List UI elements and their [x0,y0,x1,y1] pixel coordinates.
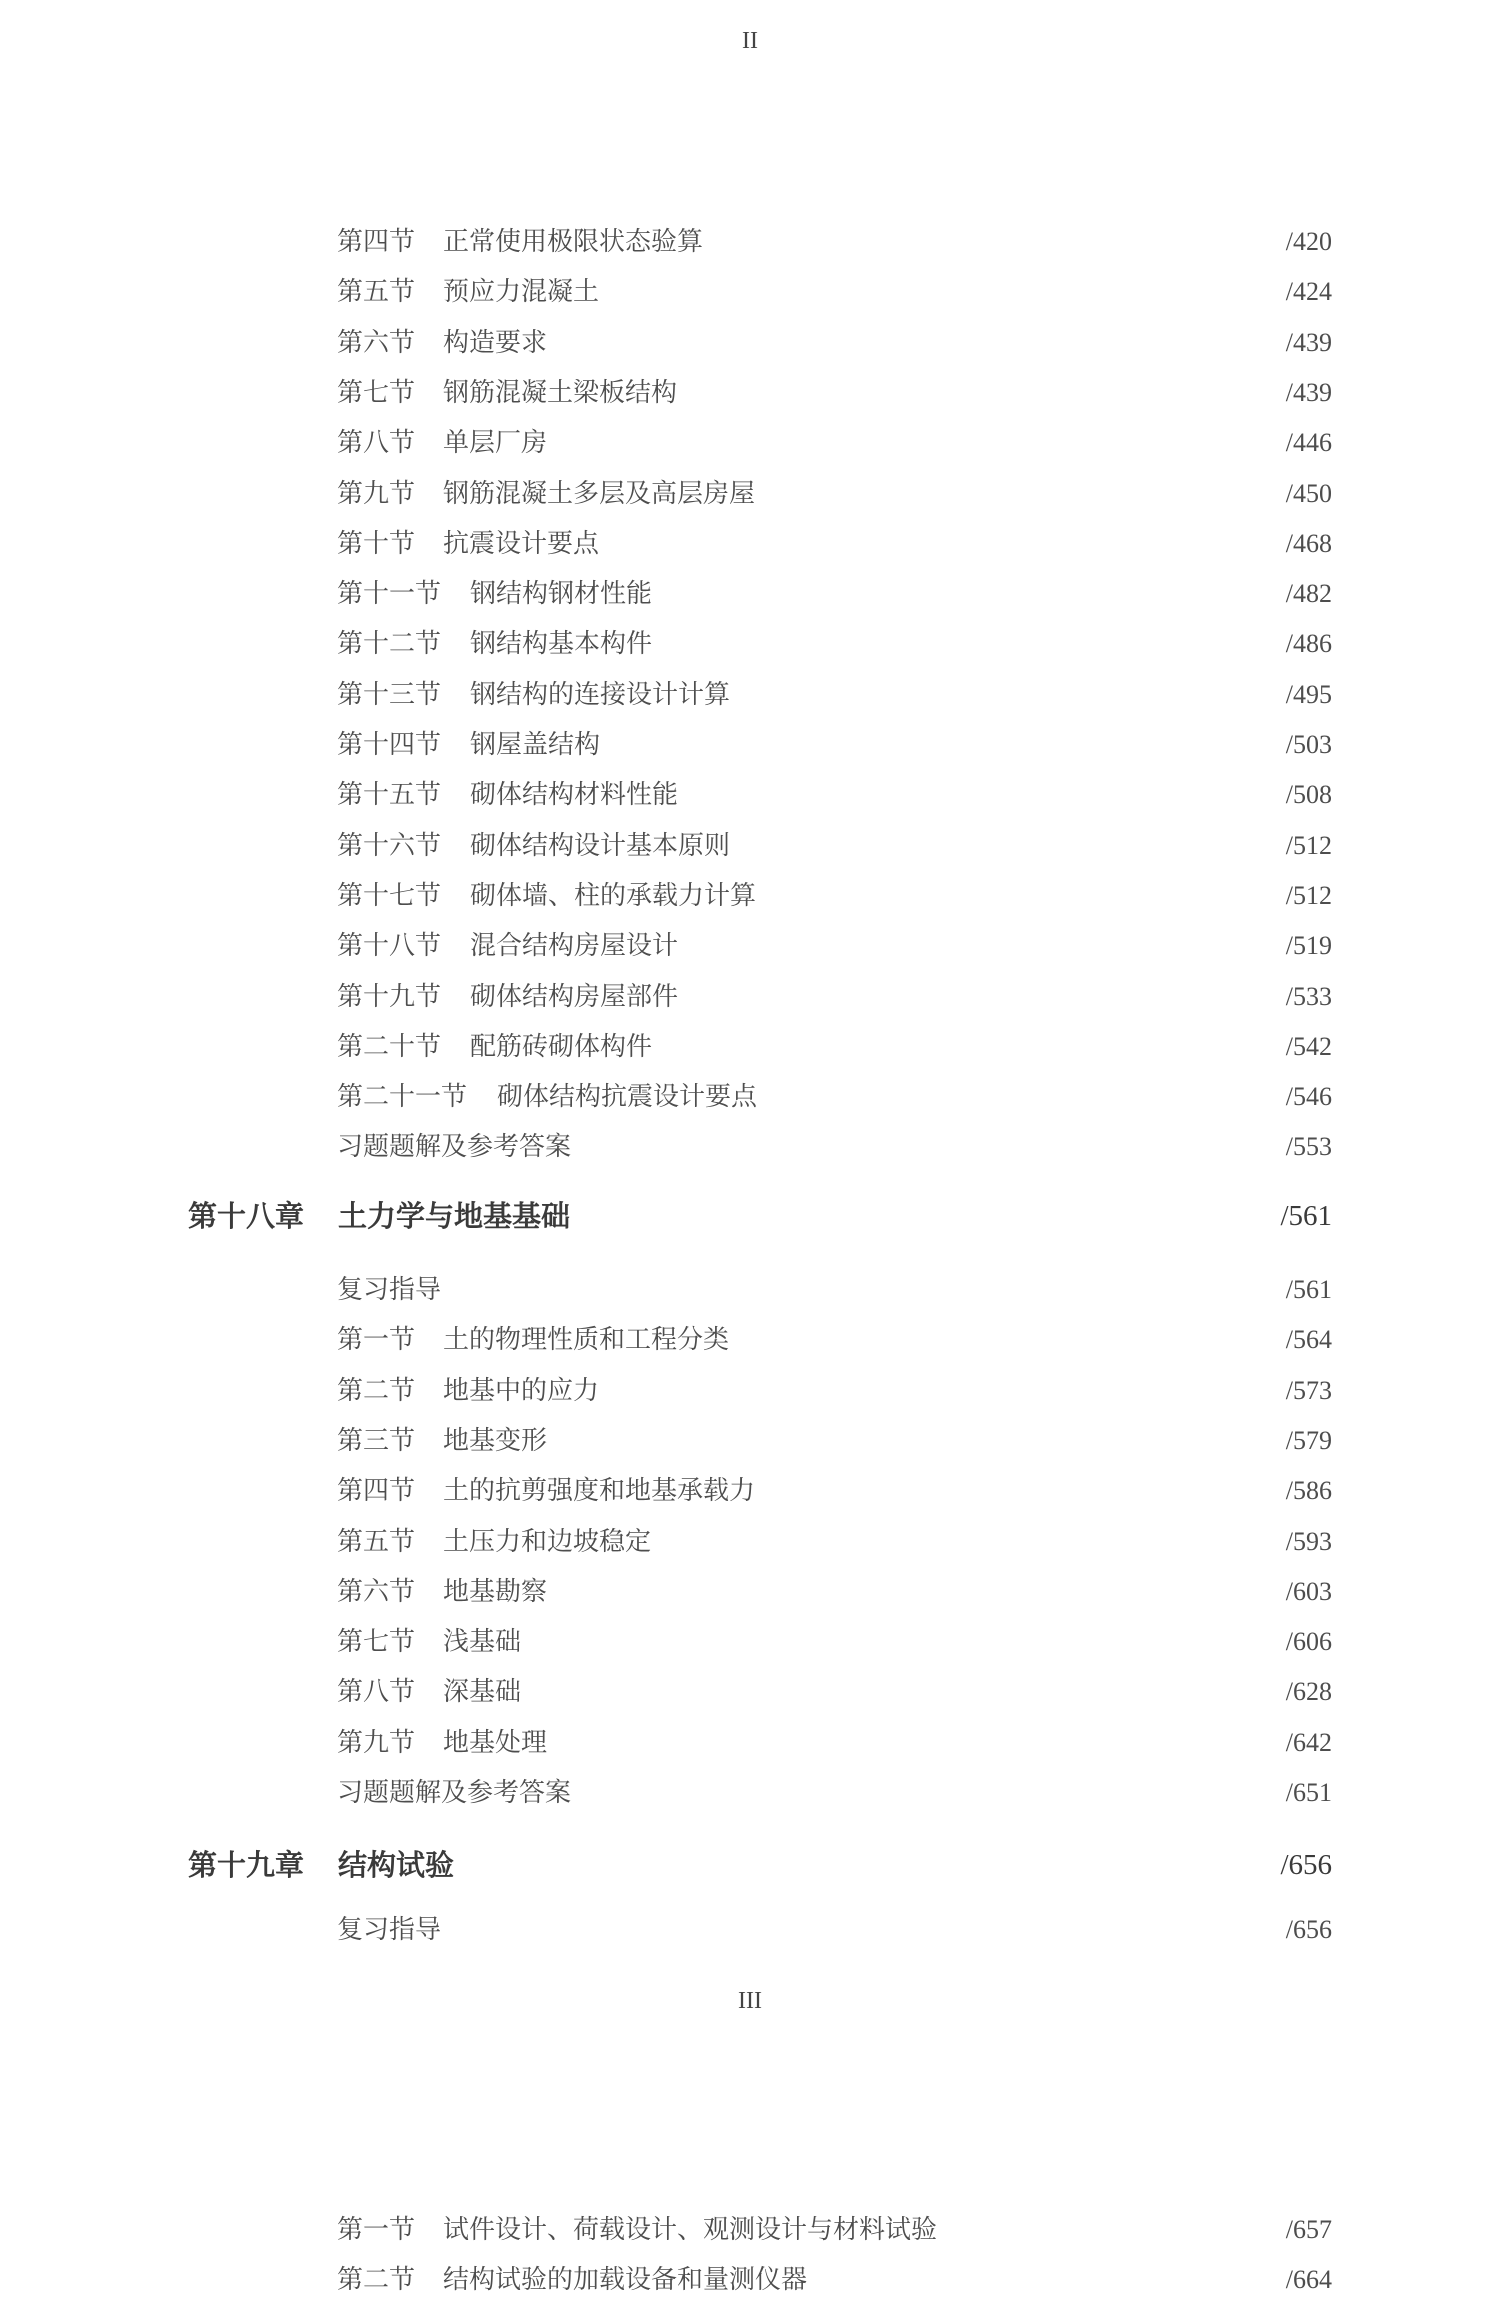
toc-entry-title: 试件设计、荷载设计、观测设计与材料试验 [443,2215,938,2245]
toc-entry-label: 第三节 [337,1425,416,1456]
toc-entry-page-ref: /664 [1285,2265,1332,2295]
toc-entry[interactable] [0,926,1500,966]
toc-entry[interactable] [0,2210,1500,2250]
toc-entry-page-ref: /561 [1285,1275,1332,1304]
toc-entry-title: 单层厂房 [443,428,548,459]
toc-entry[interactable] [0,1622,1500,1662]
toc-entry-page-ref: /553 [1285,1132,1332,1162]
toc-entry-page-ref: /508 [1285,780,1332,810]
toc-entry-title: 砌体结构房屋部件 [470,981,679,1012]
toc-entry-label: 第十节 [337,528,416,559]
toc-entry-page-ref: /564 [1285,1325,1332,1355]
toc-entry-title: 配筋砖砌体构件 [470,1031,653,1062]
toc-entry-title: 复习指导 [337,1275,442,1305]
toc-entry-label: 第二十节 [337,1031,442,1062]
toc-entry[interactable] [0,1371,1500,1411]
toc-entry-label: 第七节 [337,377,416,408]
toc-entry-label: 第十一节 [337,579,442,610]
toc-entry-label: 第一节 [337,1325,416,1356]
toc-entry-page-ref: /512 [1285,830,1332,860]
toc-entry-label: 第十二节 [337,629,442,660]
toc-entry[interactable] [0,624,1500,664]
toc-entry-title: 抗震设计要点 [443,528,600,559]
toc-entry-label: 第十八节 [337,931,442,962]
chapter-18-heading[interactable] [0,1196,1500,1236]
toc-entry-page-ref: /657 [1285,2215,1332,2244]
toc-entry[interactable] [0,1522,1500,1562]
toc-entry[interactable] [0,1127,1500,1167]
toc-entry[interactable] [0,1077,1500,1117]
toc-entry[interactable] [0,2260,1500,2300]
chapter-19-heading[interactable] [0,1845,1500,1885]
toc-entry-page-ref: /586 [1285,1476,1332,1506]
toc-entry-page-ref: /439 [1285,327,1332,357]
chapter-page-ref: /561 [1280,1200,1332,1232]
toc-entry-title: 土的抗剪强度和地基承载力 [443,1476,756,1507]
toc-entry[interactable] [0,1572,1500,1612]
toc-entry-label: 第七节 [337,1627,416,1658]
toc-entry[interactable] [0,1723,1500,1763]
toc-entry-page-ref: /579 [1285,1425,1332,1455]
toc-entry[interactable] [0,423,1500,463]
toc-entry-title: 钢屋盖结构 [470,730,601,760]
toc-entry[interactable] [0,1672,1500,1712]
toc-entry-label: 第十九节 [337,981,442,1012]
toc-entry-title: 构造要求 [443,327,548,358]
toc-entry[interactable] [0,1910,1500,1950]
toc-entry-title: 钢结构的连接设计计算 [470,679,731,710]
toc-entry-title: 砌体结构材料性能 [470,780,679,811]
toc-entry[interactable] [0,1773,1500,1813]
toc-entry-page-ref: /533 [1285,981,1332,1011]
toc-entry-page-ref: /482 [1285,579,1332,609]
toc-entry-page-ref: /606 [1285,1627,1332,1657]
toc-entry-page-ref: /656 [1285,1915,1332,1944]
toc-entry[interactable] [0,775,1500,815]
toc-entry[interactable] [0,574,1500,614]
page-number-top: II [742,28,758,54]
toc-entry[interactable] [0,373,1500,413]
toc-entry-label: 第五节 [337,277,416,308]
toc-entry-label: 第八节 [337,1677,416,1708]
toc-entry-title: 复习指导 [337,1915,442,1945]
toc-entry-title: 预应力混凝土 [443,277,600,308]
toc-entry-title: 地基变形 [443,1425,548,1456]
toc-entry-label: 第四节 [337,1476,416,1507]
toc-entry-title: 钢结构基本构件 [470,629,653,660]
toc-entry-title: 浅基础 [443,1627,522,1658]
toc-entry-page-ref: /573 [1285,1375,1332,1405]
toc-entry[interactable] [0,1471,1500,1511]
toc-entry-title: 习题题解及参考答案 [337,1132,572,1163]
chapter-title: 土力学与地基基础 [338,1199,571,1233]
toc-entry[interactable] [0,474,1500,514]
chapter-label: 第十八章 [188,1199,305,1233]
chapter-page-ref: /656 [1280,1849,1332,1881]
toc-entry-page-ref: /628 [1285,1677,1332,1707]
toc-entry-label: 第六节 [337,327,416,358]
toc-entry-title: 地基中的应力 [443,1375,600,1406]
toc-entry-label: 第八节 [337,428,416,459]
toc-entry-page-ref: /420 [1285,227,1332,256]
toc-entry[interactable] [0,272,1500,312]
toc-entry-page-ref: /519 [1285,931,1332,961]
toc-entry-title: 混合结构房屋设计 [470,931,679,962]
toc-entry-title: 土的物理性质和工程分类 [443,1325,730,1356]
toc-entry-title: 土压力和边坡稳定 [443,1526,652,1557]
toc-entry-page-ref: /642 [1285,1727,1332,1757]
toc-entry-label: 第十三节 [337,679,442,710]
toc-entry[interactable] [0,1027,1500,1067]
toc-entry-label: 第九节 [337,1727,416,1758]
toc-entry-page-ref: /446 [1285,428,1332,458]
toc-entry-label: 第十七节 [337,880,442,911]
toc-entry-label: 第二节 [337,2265,416,2296]
toc-entry-label: 第六节 [337,1576,416,1607]
toc-entry[interactable] [0,524,1500,564]
toc-entry-page-ref: /450 [1285,478,1332,508]
toc-entry-label: 第九节 [337,478,416,509]
toc-entry-page-ref: /512 [1285,880,1332,910]
toc-entry-page-ref: /651 [1285,1778,1332,1807]
toc-entry-title: 砌体结构设计基本原则 [470,830,731,861]
toc-entry-title: 钢结构钢材性能 [470,579,653,610]
toc-entry[interactable] [0,977,1500,1017]
toc-entry[interactable] [0,725,1500,765]
toc-entry[interactable] [0,1270,1500,1310]
toc-entry-title: 结构试验的加载设备和量测仪器 [443,2265,808,2296]
toc-entry-label: 第十四节 [337,730,442,760]
toc-entry-title: 深基础 [443,1677,522,1708]
toc-entry-page-ref: /468 [1285,528,1332,558]
toc-entry-page-ref: /603 [1285,1576,1332,1606]
toc-entry-label: 第二十一节 [337,1082,468,1113]
toc-entry-title: 地基勘察 [443,1576,548,1607]
toc-entry-title: 地基处理 [443,1727,548,1758]
toc-entry-title: 习题题解及参考答案 [337,1778,572,1808]
toc-entry[interactable] [0,323,1500,363]
chapter-label: 第十九章 [188,1848,305,1882]
toc-entry[interactable] [0,222,1500,262]
toc-entry-title: 钢筋混凝土梁板结构 [443,377,678,408]
toc-entry[interactable] [0,675,1500,715]
toc-entry[interactable] [0,1421,1500,1461]
toc-entry-page-ref: /503 [1285,730,1332,759]
toc-entry-title: 正常使用极限状态验算 [443,227,704,257]
toc-entry[interactable] [0,1320,1500,1360]
toc-entry-label: 第四节 [337,227,416,257]
toc-entry-label: 第十五节 [337,780,442,811]
toc-entry-page-ref: /439 [1285,377,1332,407]
toc-entry-label: 第一节 [337,2215,416,2245]
toc-entry-label: 第二节 [337,1375,416,1406]
page-number-bottom: III [738,1988,762,2014]
toc-entry-label: 第五节 [337,1526,416,1557]
toc-entry-page-ref: /593 [1285,1526,1332,1556]
toc-entry-title: 砌体结构抗震设计要点 [497,1082,758,1113]
chapter-title: 结构试验 [338,1848,455,1882]
toc-entry[interactable] [0,876,1500,916]
toc-entry-page-ref: /542 [1285,1031,1332,1061]
toc-entry[interactable] [0,826,1500,866]
toc-entry-label: 第十六节 [337,830,442,861]
toc-entry-page-ref: /546 [1285,1082,1332,1112]
toc-entry-page-ref: /495 [1285,679,1332,709]
toc-entry-title: 钢筋混凝土多层及高层房屋 [443,478,756,509]
toc-entry-page-ref: /424 [1285,277,1332,307]
toc-entry-title: 砌体墙、柱的承载力计算 [470,880,757,911]
toc-entry-page-ref: /486 [1285,629,1332,659]
